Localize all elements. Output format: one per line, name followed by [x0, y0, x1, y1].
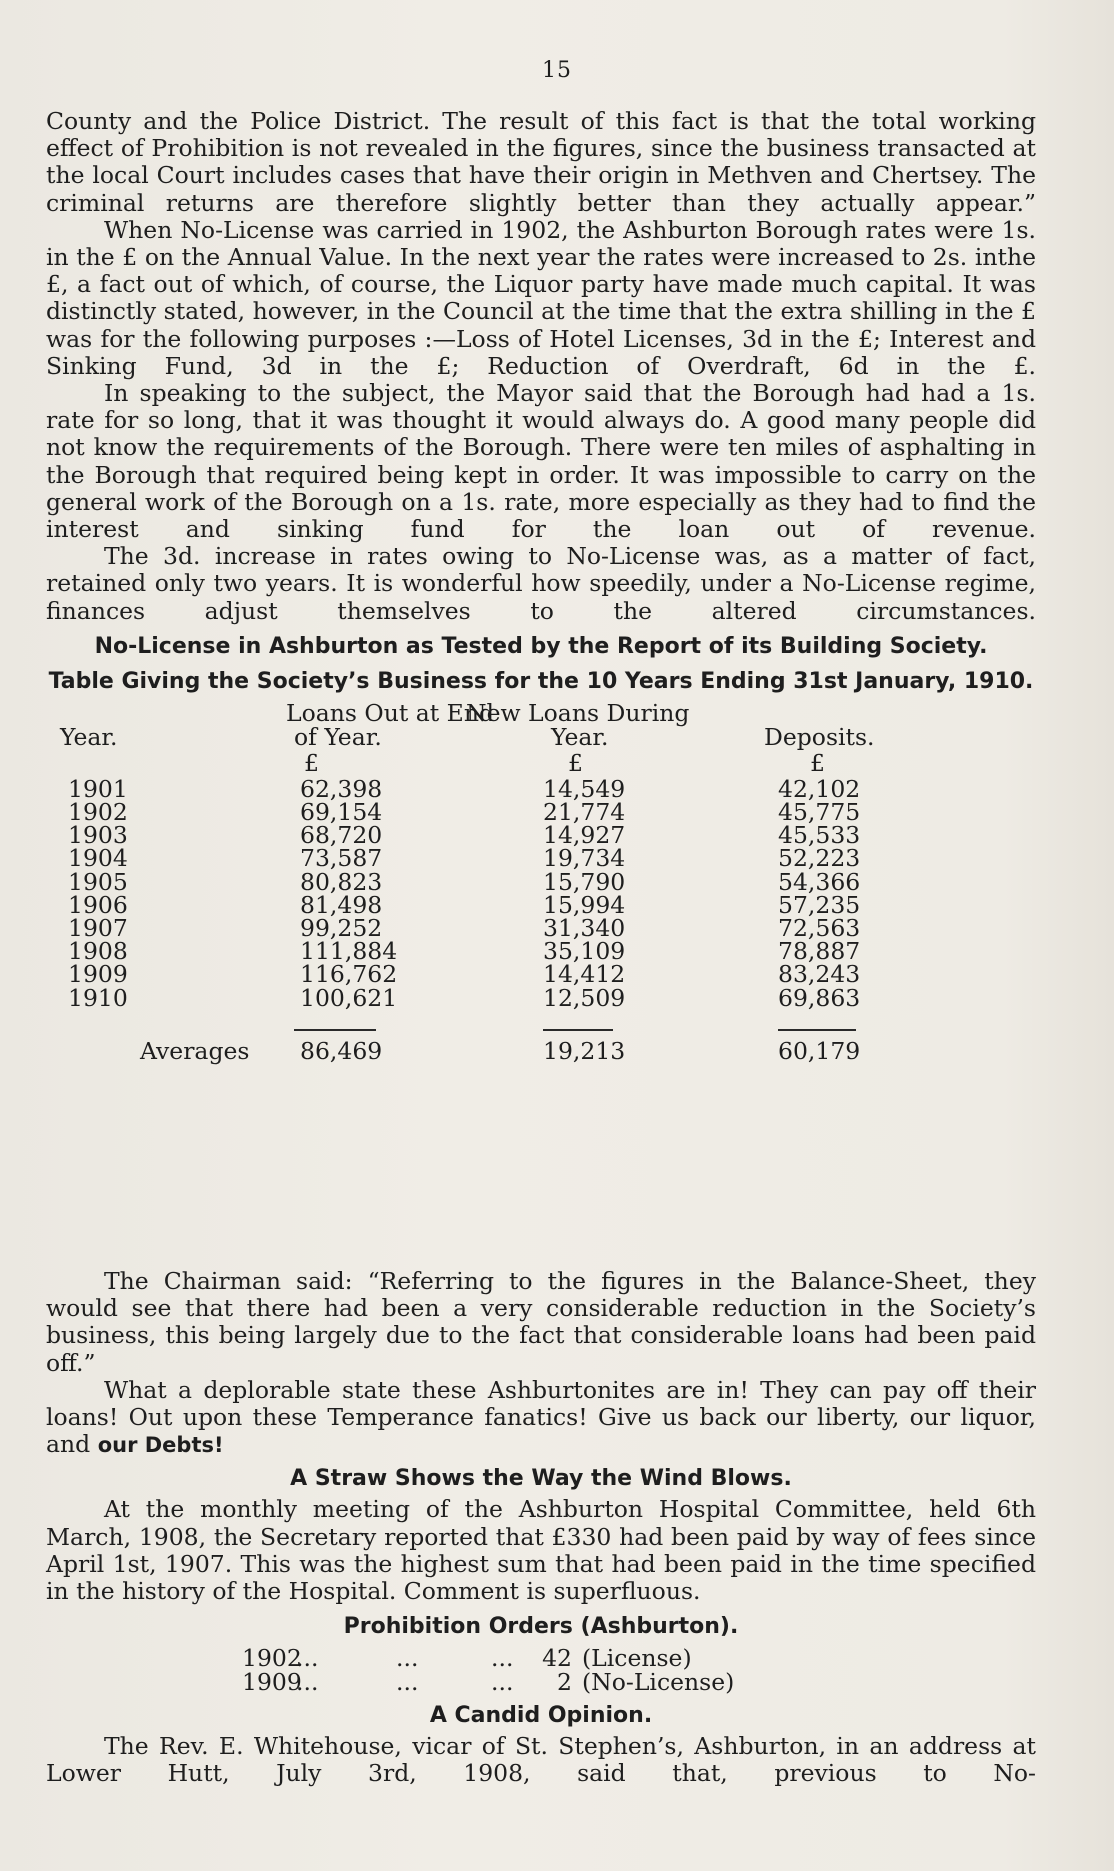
document-body-lower	[46, 1268, 1036, 1788]
cell-deposits: 69,863	[778, 983, 861, 1012]
heading-straw: A Straw Shows the Way the Wind Blows.	[290, 1466, 792, 1492]
paragraph-rates: When No-License was carried in 1902, the Ashburton Borough rates were 1s. in the £ on the Annual Value. In the next year the rates were increased to 2s. inthe £, a fact out of which, of course, the Liquor party have made much capital. It was distinctly stated, however, in the Council at the time that the extra shilling in the £ was for the following purposes :—Loss of Hotel Licenses, 3d in the £; Interest and Sinking Fund, 3d in the £; Reduction of Overdraft, 6d in the £.	[46, 215, 1036, 380]
page-number: 15	[542, 58, 572, 83]
paragraph-mayor: In speaking to the subject, the Mayor said that the Borough had had a 1s. rate for so long, that it was thought it would always do. A good many people did not know the requirements of the Borough. There were ten miles of asphalting in the Borough that required being kept in order. It was impossible to carry on the general work of the Borough on a 1s. rate, more especially as they had to find the interest and sinking fund for the loan out of revenue.	[46, 379, 1036, 544]
cell-year: 1902	[68, 798, 128, 827]
paragraph-deplorable	[46, 1377, 1036, 1460]
building-society-table	[46, 699, 1036, 1139]
rule-new-loans	[543, 1029, 613, 1031]
cell-new-loans: 21,774	[543, 798, 626, 827]
currency-new-loans: £	[568, 748, 583, 777]
heading-orders: Prohibition Orders (Ashburton).	[343, 1614, 739, 1640]
cell-deposits: 78,887	[778, 937, 861, 966]
cell-new-loans: 31,340	[543, 914, 626, 943]
order-label: (No-License)	[582, 1668, 735, 1697]
cell-deposits: 57,235	[778, 890, 861, 919]
cell-year: 1903	[68, 821, 128, 850]
paragraph-hospital: At the monthly meeting of the Ashburton Hospital Committee, held 6th March, 1908, the Secretary reported that £330 had been paid by way of fees since April 1st, 1907. This was the highest sum that had been paid in the time specified in the history of the Hospital. Comment is superfluous.	[46, 1495, 1036, 1606]
cell-deposits: 83,243	[778, 960, 861, 989]
rule-deposits	[778, 1029, 856, 1031]
cell-new-loans: 14,549	[543, 774, 626, 803]
cell-new-loans: 15,994	[543, 890, 626, 919]
cell-loans-out: 80,823	[300, 867, 383, 896]
cell-year: 1910	[68, 983, 128, 1012]
order-dots: ...	[296, 1644, 319, 1673]
cell-loans-out: 81,498	[300, 890, 383, 919]
order-label: (License)	[582, 1644, 692, 1673]
order-dots: ...	[491, 1644, 514, 1673]
cell-deposits: 45,533	[778, 821, 861, 850]
cell-loans-out: 62,398	[300, 774, 383, 803]
cell-deposits: 42,102	[778, 774, 861, 803]
cell-loans-out: 99,252	[300, 914, 383, 943]
prohibition-orders	[46, 1644, 1036, 1700]
paragraph-deplorable-bold: our Debts!	[97, 1433, 224, 1458]
cell-deposits: 52,223	[778, 844, 861, 873]
order-dots: ...	[296, 1668, 319, 1697]
heading-table: Table Giving the Society’s Business for the 10 Years Ending 31st January, 1910.	[48, 668, 1034, 694]
cell-loans-out: 73,587	[300, 844, 383, 873]
cell-year: 1901	[68, 774, 128, 803]
cell-deposits: 72,563	[778, 914, 861, 943]
order-dots: ...	[396, 1668, 419, 1697]
cell-loans-out: 69,154	[300, 798, 383, 827]
header-deposits: Deposits.	[764, 722, 875, 751]
cell-year: 1907	[68, 914, 128, 943]
cell-new-loans: 15,790	[543, 867, 626, 896]
header-loans-out-2: of Year.	[294, 722, 382, 751]
rule-loans-out	[294, 1029, 376, 1031]
cell-loans-out: 100,621	[300, 983, 398, 1012]
order-year: 1902	[242, 1644, 302, 1673]
cell-new-loans: 12,509	[543, 983, 626, 1012]
currency-loans-out: £	[304, 748, 319, 777]
paragraph-chairman: The Chairman said: “Referring to the figures in the Balance-Sheet, they would see that there had been a very considerable reduction in the Society’s business, this being largely due to the fact that considerable loans had been paid off.”	[46, 1267, 1036, 1377]
header-year: Year.	[60, 722, 118, 751]
cell-loans-out: 68,720	[300, 821, 383, 850]
paragraph-candid: The Rev. E. Whitehouse, vicar of St. Stephen’s, Ashburton, in an address at Lower Hutt, July 3rd, 1908, said that, previous to No-	[46, 1732, 1036, 1788]
cell-new-loans: 14,412	[543, 960, 626, 989]
cell-year: 1906	[68, 890, 128, 919]
averages-label: Averages	[140, 1036, 250, 1065]
average-loans-out: 86,469	[300, 1036, 383, 1065]
cell-loans-out: 111,884	[300, 937, 398, 966]
heading-building-society: No-License in Ashburton as Tested by the Report of its Building Society.	[94, 633, 988, 659]
paragraph-court: County and the Police District. The result of this fact is that the total working effect of Prohibition is not revealed in the figures, since the business transacted at the local Court includes cases that have their origin in Methven and Chertsey. The criminal returns are therefore slightly better than they actually appear.”	[46, 107, 1036, 217]
cell-deposits: 54,366	[778, 867, 861, 896]
cell-loans-out: 116,762	[300, 960, 398, 989]
cell-year: 1909	[68, 960, 128, 989]
cell-new-loans: 19,734	[543, 844, 626, 873]
cell-year: 1908	[68, 937, 128, 966]
cell-deposits: 45,775	[778, 798, 861, 827]
order-dots: ...	[491, 1668, 514, 1697]
average-new-loans: 19,213	[543, 1036, 626, 1065]
order-dots: ...	[396, 1644, 419, 1673]
header-new-loans-2: Year.	[551, 722, 609, 751]
header-new-loans-1: New Loans During	[466, 698, 690, 727]
document-body	[46, 108, 1036, 1139]
cell-new-loans: 35,109	[543, 937, 626, 966]
order-year: 1909	[242, 1668, 302, 1697]
order-count: 42	[542, 1644, 572, 1673]
paragraph-deplorable-text: What a deplorable state these Ashburtonites are in! They can pay off their loans! Out upon these Temperance fanatics! Give us back our liberty, our liquor, and	[46, 1375, 1036, 1459]
cell-year: 1904	[68, 844, 128, 873]
paragraph-increase: The 3d. increase in rates owing to No-License was, as a matter of fact, retained only two years. It is wonderful how speedily, under a No-License regime, finances adjust themselves to the altered circumstances.	[46, 542, 1036, 625]
header-loans-out-1: Loans Out at End	[286, 698, 495, 727]
currency-deposits: £	[810, 748, 825, 777]
average-deposits: 60,179	[778, 1036, 861, 1065]
cell-year: 1905	[68, 867, 128, 896]
order-count: 2	[557, 1668, 572, 1697]
heading-candid: A Candid Opinion.	[429, 1703, 653, 1729]
cell-new-loans: 14,927	[543, 821, 626, 850]
